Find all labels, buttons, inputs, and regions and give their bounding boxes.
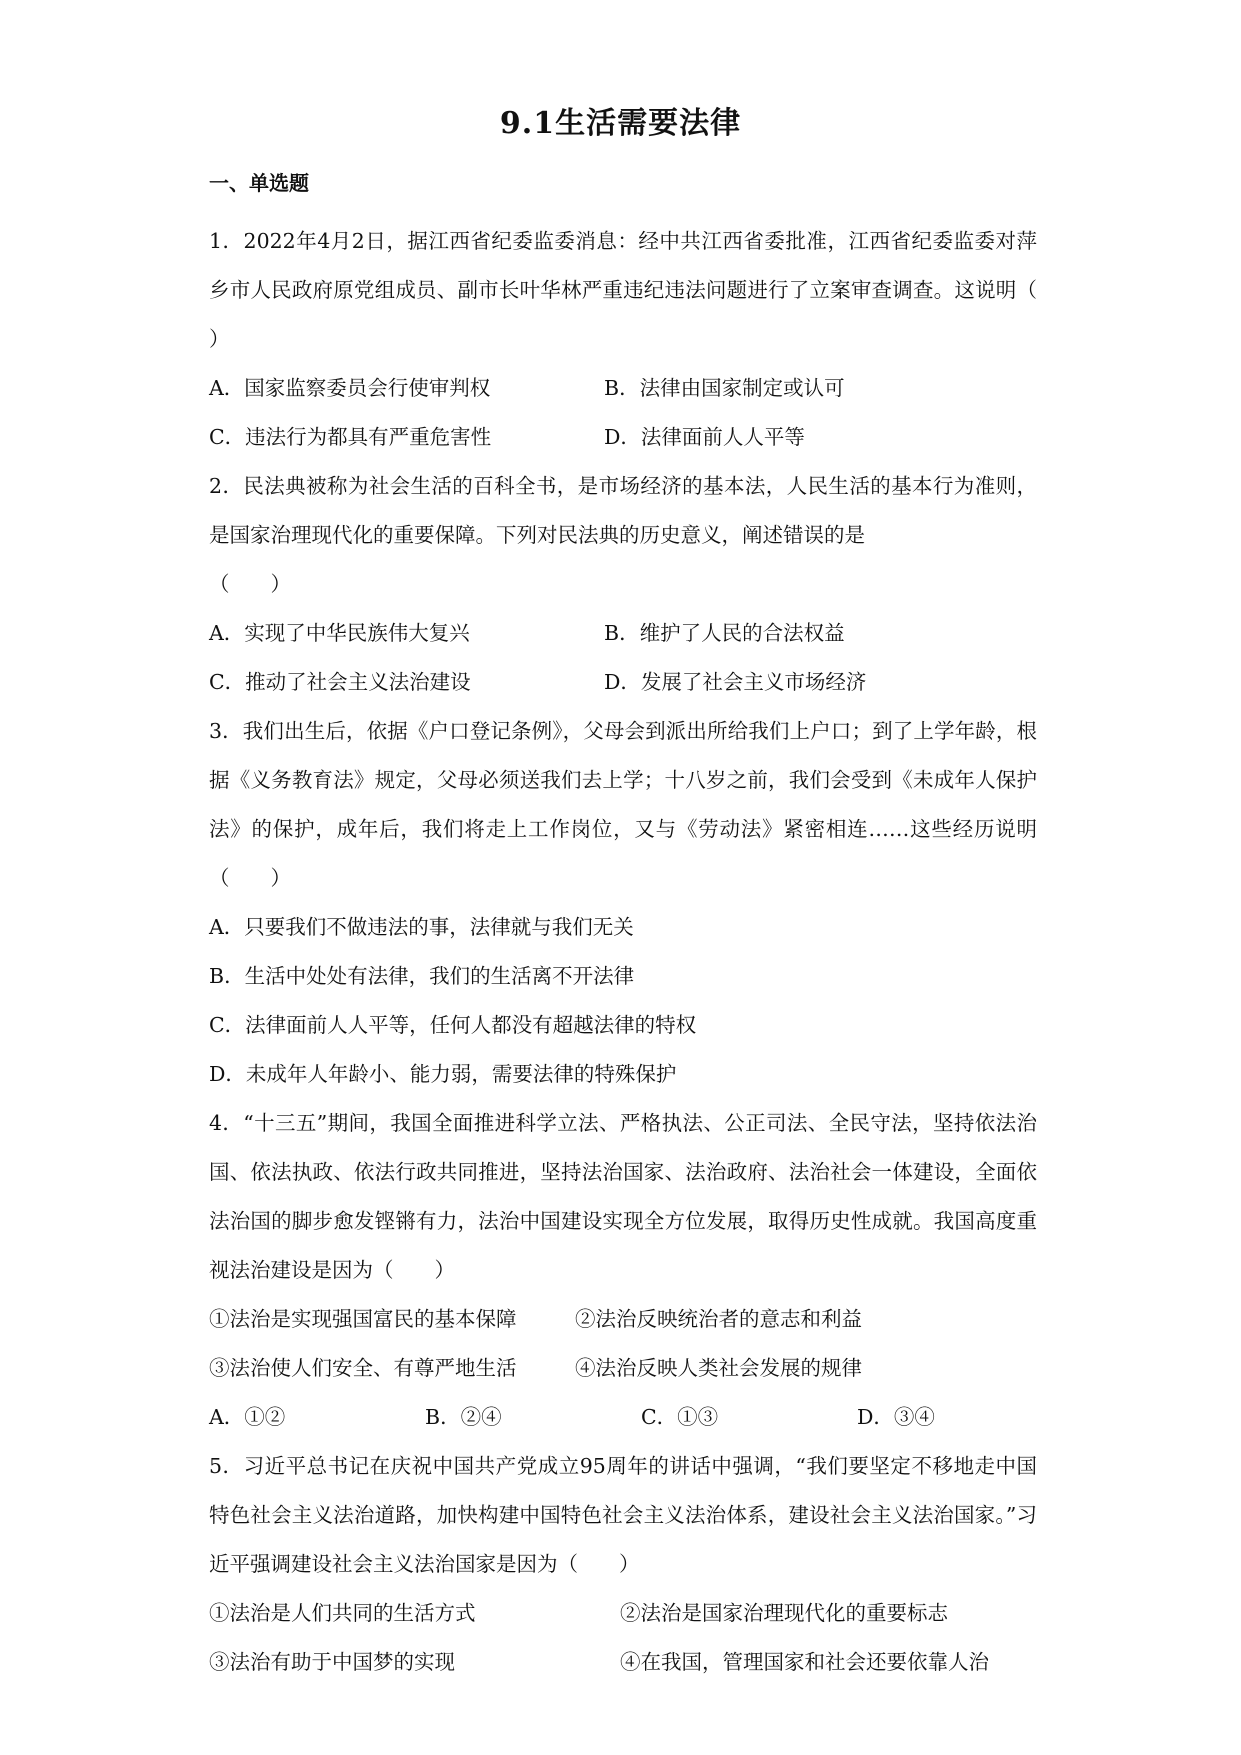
option-d[interactable]: D．法律面前人人平等 — [604, 425, 805, 449]
question-1 — [209, 217, 1037, 462]
document-title: 9.1生活需要法律 — [499, 106, 742, 141]
question-stem: 1．2022年4月2日，据江西省纪委监委消息：经中共江西省委批准，江西省纪委监委对萍乡市人民政府原党组成员、副市长叶华林严重违纪违法问题进行了立案审查调查。这说明（ ） — [209, 229, 1037, 351]
option-a[interactable]: A．实现了中华民族伟大复兴 — [209, 621, 470, 645]
statement-row — [209, 1295, 1037, 1344]
option-a[interactable]: A．国家监察委员会行使审判权 — [209, 376, 491, 400]
question-stem: 5．习近平总书记在庆祝中国共产党成立95周年的讲话中强调，“我们要坚定不移地走中国特色社会主义法治道路，加快构建中国特色社会主义法治体系，建设社会主义法治国家。”习近平强调建设社会主义法治国家是因为（ ） — [209, 1454, 1037, 1576]
question-4 — [209, 1099, 1037, 1442]
option-row — [209, 364, 1037, 413]
option-b[interactable]: B．②④ — [425, 1405, 502, 1429]
question-stem: 2．民法典被称为社会生活的百科全书，是市场经济的基本法，人民生活的基本行为准则，是国家治理现代化的重要保障。下列对民法典的历史意义，阐述错误的是 — [209, 474, 1037, 547]
statement-2: ②法治反映统治者的意志和利益 — [575, 1307, 862, 1331]
option-d[interactable]: D．未成年人年龄小、能力弱，需要法律的特殊保护 — [209, 1062, 677, 1086]
statement-4: ④在我国，管理国家和社会还要依靠人治 — [620, 1650, 989, 1674]
option-row — [209, 658, 1037, 707]
section-heading: 一、单选题 — [209, 171, 309, 195]
option-c[interactable]: C．①③ — [641, 1405, 719, 1429]
question-stem: 4．“十三五”期间，我国全面推进科学立法、严格执法、公正司法、全民守法，坚持依法治国、依法执政、依法行政共同推进，坚持法治国家、法治政府、法治社会一体建设，全面依法治国的脚步愈发铿锵有力，法治中国建设实现全方位发展，取得历史性成就。我国高度重视法治建设是因为（ ） — [209, 1111, 1037, 1282]
option-a[interactable]: A．只要我们不做违法的事，法律就与我们无关 — [209, 915, 634, 939]
option-c[interactable]: C．推动了社会主义法治建设 — [209, 670, 471, 694]
statement-4: ④法治反映人类社会发展的规律 — [575, 1356, 862, 1380]
option-c[interactable]: C．法律面前人人平等，任何人都没有超越法律的特权 — [209, 1013, 697, 1037]
question-5 — [209, 1442, 1037, 1687]
option-row — [209, 1393, 1037, 1442]
question-2 — [209, 462, 1037, 707]
option-b[interactable]: B．生活中处处有法律，我们的生活离不开法律 — [209, 964, 635, 988]
statement-row — [209, 1638, 1037, 1687]
statement-2: ②法治是国家治理现代化的重要标志 — [620, 1601, 948, 1625]
statement-3: ③法治使人们安全、有尊严地生活 — [209, 1356, 517, 1380]
statement-1: ①法治是人们共同的生活方式 — [209, 1601, 476, 1625]
statement-row — [209, 1589, 1037, 1638]
question-stem: 3．我们出生后，依据《户口登记条例》，父母会到派出所给我们上户口；到了上学年龄，根据《义务教育法》规定，父母必须送我们去上学；十八岁之前，我们会受到《未成年人保护法》的保护，成年后，我们将走上工作岗位，又与《劳动法》紧密相连……这些经历说明（ ） — [209, 719, 1037, 890]
answer-bracket: （ ） — [209, 572, 291, 596]
option-c[interactable]: C．违法行为都具有严重危害性 — [209, 425, 492, 449]
option-b[interactable]: B．法律由国家制定或认可 — [604, 376, 845, 400]
option-b[interactable]: B．维护了人民的合法权益 — [604, 621, 845, 645]
option-row — [209, 609, 1037, 658]
option-d[interactable]: D．发展了社会主义市场经济 — [604, 670, 867, 694]
statement-3: ③法治有助于中国梦的实现 — [209, 1650, 455, 1674]
option-d[interactable]: D．③④ — [857, 1405, 935, 1429]
option-row — [209, 413, 1037, 462]
statement-1: ①法治是实现强国富民的基本保障 — [209, 1307, 517, 1331]
statement-row — [209, 1344, 1037, 1393]
question-3 — [209, 707, 1037, 1099]
option-a[interactable]: A．①② — [209, 1405, 286, 1429]
question-list — [209, 217, 1037, 1687]
